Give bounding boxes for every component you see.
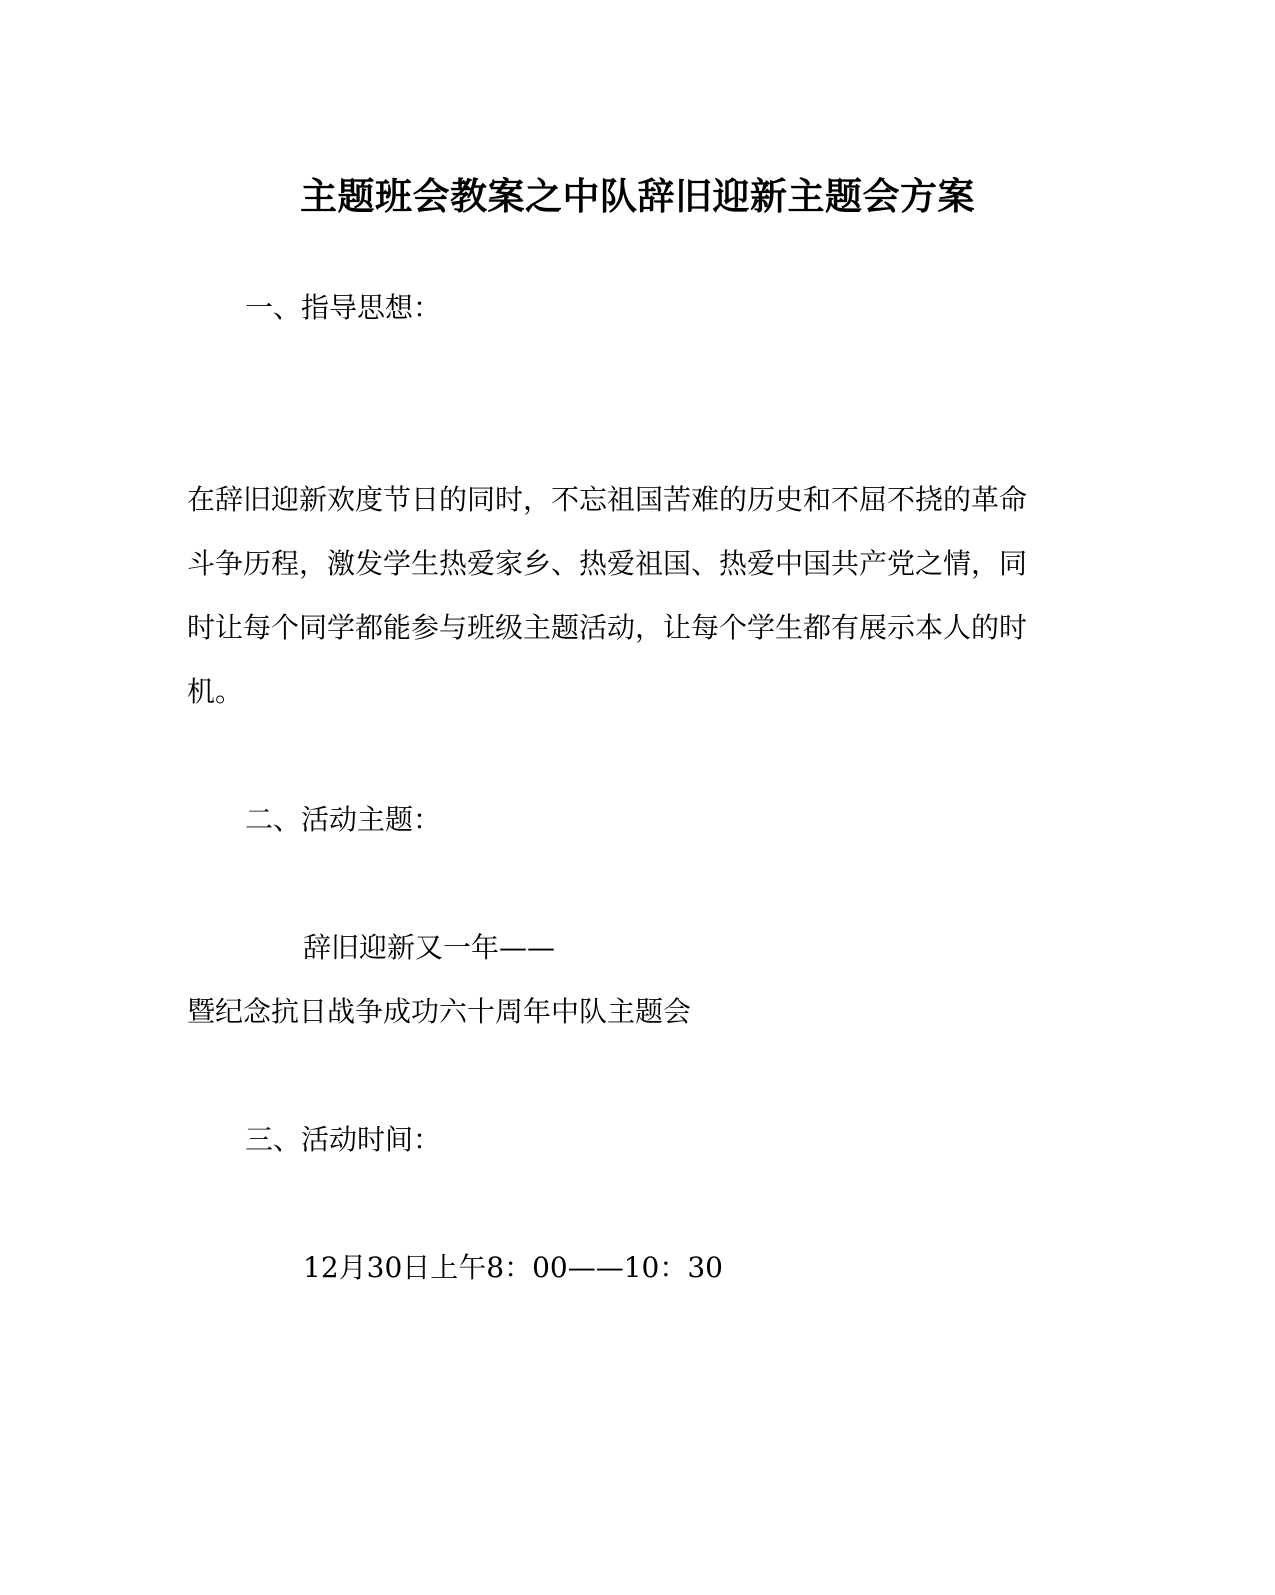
paragraph-line-2: 斗争历程，激发学生热爱家乡、热爱祖国、热爱中国共产党之情，同 xyxy=(187,547,1028,580)
document-title: 主题班会教案之中队辞旧迎新主题会方案 xyxy=(300,175,975,218)
section-heading-guiding-thought: 一、指导思想： xyxy=(245,291,442,324)
theme-line-1: 辞旧迎新又一年—— xyxy=(303,931,556,964)
paragraph-line-1: 在辞旧迎新欢度节日的同时，不忘祖国苦难的历史和不屈不挠的革命 xyxy=(187,483,1028,516)
theme-line-2: 暨纪念抗日战争成功六十周年中队主题会 xyxy=(187,995,692,1028)
paragraph-line-3: 时让每个同学都能参与班级主题活动，让每个学生都有展示本人的时 xyxy=(187,611,1028,644)
activity-time-text: 12月30日上午8：00——10：30 xyxy=(303,1251,723,1284)
section-heading-activity-theme: 二、活动主题： xyxy=(245,803,442,836)
paragraph-line-4: 机。 xyxy=(187,675,244,708)
section-heading-activity-time: 三、活动时间： xyxy=(245,1123,442,1156)
